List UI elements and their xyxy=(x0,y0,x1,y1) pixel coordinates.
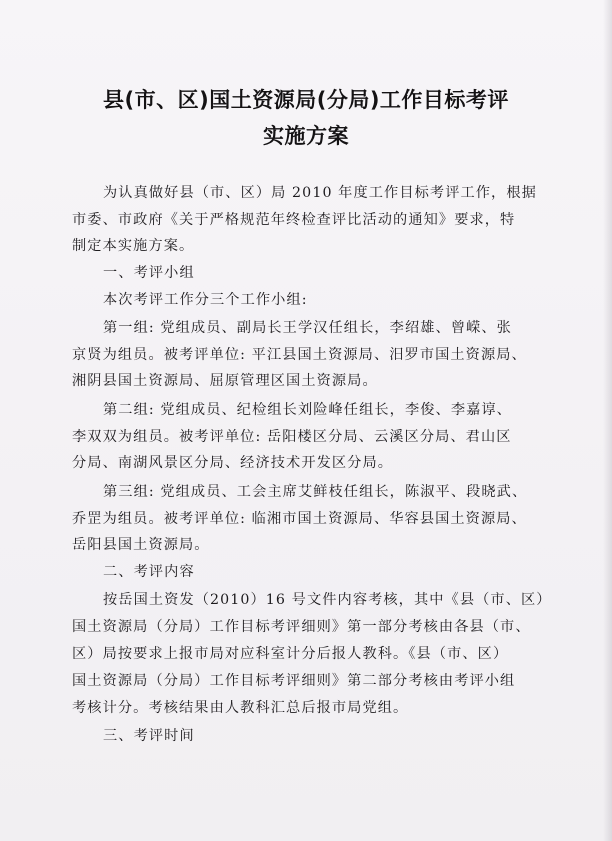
group-three-line-2: 乔罡为组员。被考评单位: 临湘市国土资源局、华容县国土资源局、 xyxy=(72,511,527,527)
group-one-line-1: 第一组: 党组成员、副局长王学汉任组长，李绍雄、曾嵘、张 xyxy=(103,320,512,336)
document-title-line-2: 实施方案 xyxy=(263,124,349,148)
group-two-line-2: 李双双为组员。被考评单位: 岳阳楼区分局、云溪区分局、君山区 xyxy=(72,429,512,445)
group-two-line-3: 分局、南湖风景区分局、经济技术开发区分局。 xyxy=(72,455,394,471)
content-line-2: 国土资源局（分局）工作目标考评细则》第一部分考核由各县（市、 xyxy=(72,619,531,635)
section-heading-content: 二、考评内容 xyxy=(103,564,195,580)
page-edge-shadow xyxy=(603,0,612,841)
group-one-line-2: 京贤为组员。被考评单位: 平江县国土资源局、汨罗市国土资源局、 xyxy=(72,347,527,363)
content-line-4: 国土资源局（分局）工作目标考评细则》第二部分考核由考评小组 xyxy=(72,673,516,689)
group-two-line-1: 第二组: 党组成员、纪检组长刘险峰任组长，李俊、李嘉谆、 xyxy=(103,402,512,418)
document-title-line-1: 县(市、区)国土资源局(分局)工作目标考评 xyxy=(103,88,509,112)
content-line-3: 区）局按要求上报市局对应科室计分后报人教科。《县（市、区） xyxy=(72,646,509,662)
paragraph-intro-line-2: 市委、市政府《关于严格规范年终检查评比活动的通知》要求，特 xyxy=(72,212,516,228)
section-heading-schedule: 三、考评时间 xyxy=(103,728,195,744)
group-three-line-1: 第三组: 党组成员、工会主席艾鲜枝任组长，陈淑平、段晓武、 xyxy=(103,484,528,500)
section-heading-panel: 一、考评小组 xyxy=(103,265,195,281)
content-line-1: 按岳国土资发（2010）16 号文件内容考核，其中《县（市、区） xyxy=(103,592,552,608)
group-one-line-3: 湘阴县国土资源局、屈原管理区国土资源局。 xyxy=(72,373,378,389)
paragraph-intro-line-1: 为认真做好县（市、区）局 2010 年度工作目标考评工作，根据 xyxy=(103,185,537,201)
content-line-5: 考核计分。考核结果由人教科汇总后报市局党组。 xyxy=(72,700,409,716)
group-three-line-3: 岳阳县国土资源局。 xyxy=(72,537,210,553)
paragraph-intro-line-3: 制定本实施方案。 xyxy=(72,238,195,254)
paragraph-panels-intro: 本次考评工作分三个工作小组: xyxy=(103,292,308,308)
